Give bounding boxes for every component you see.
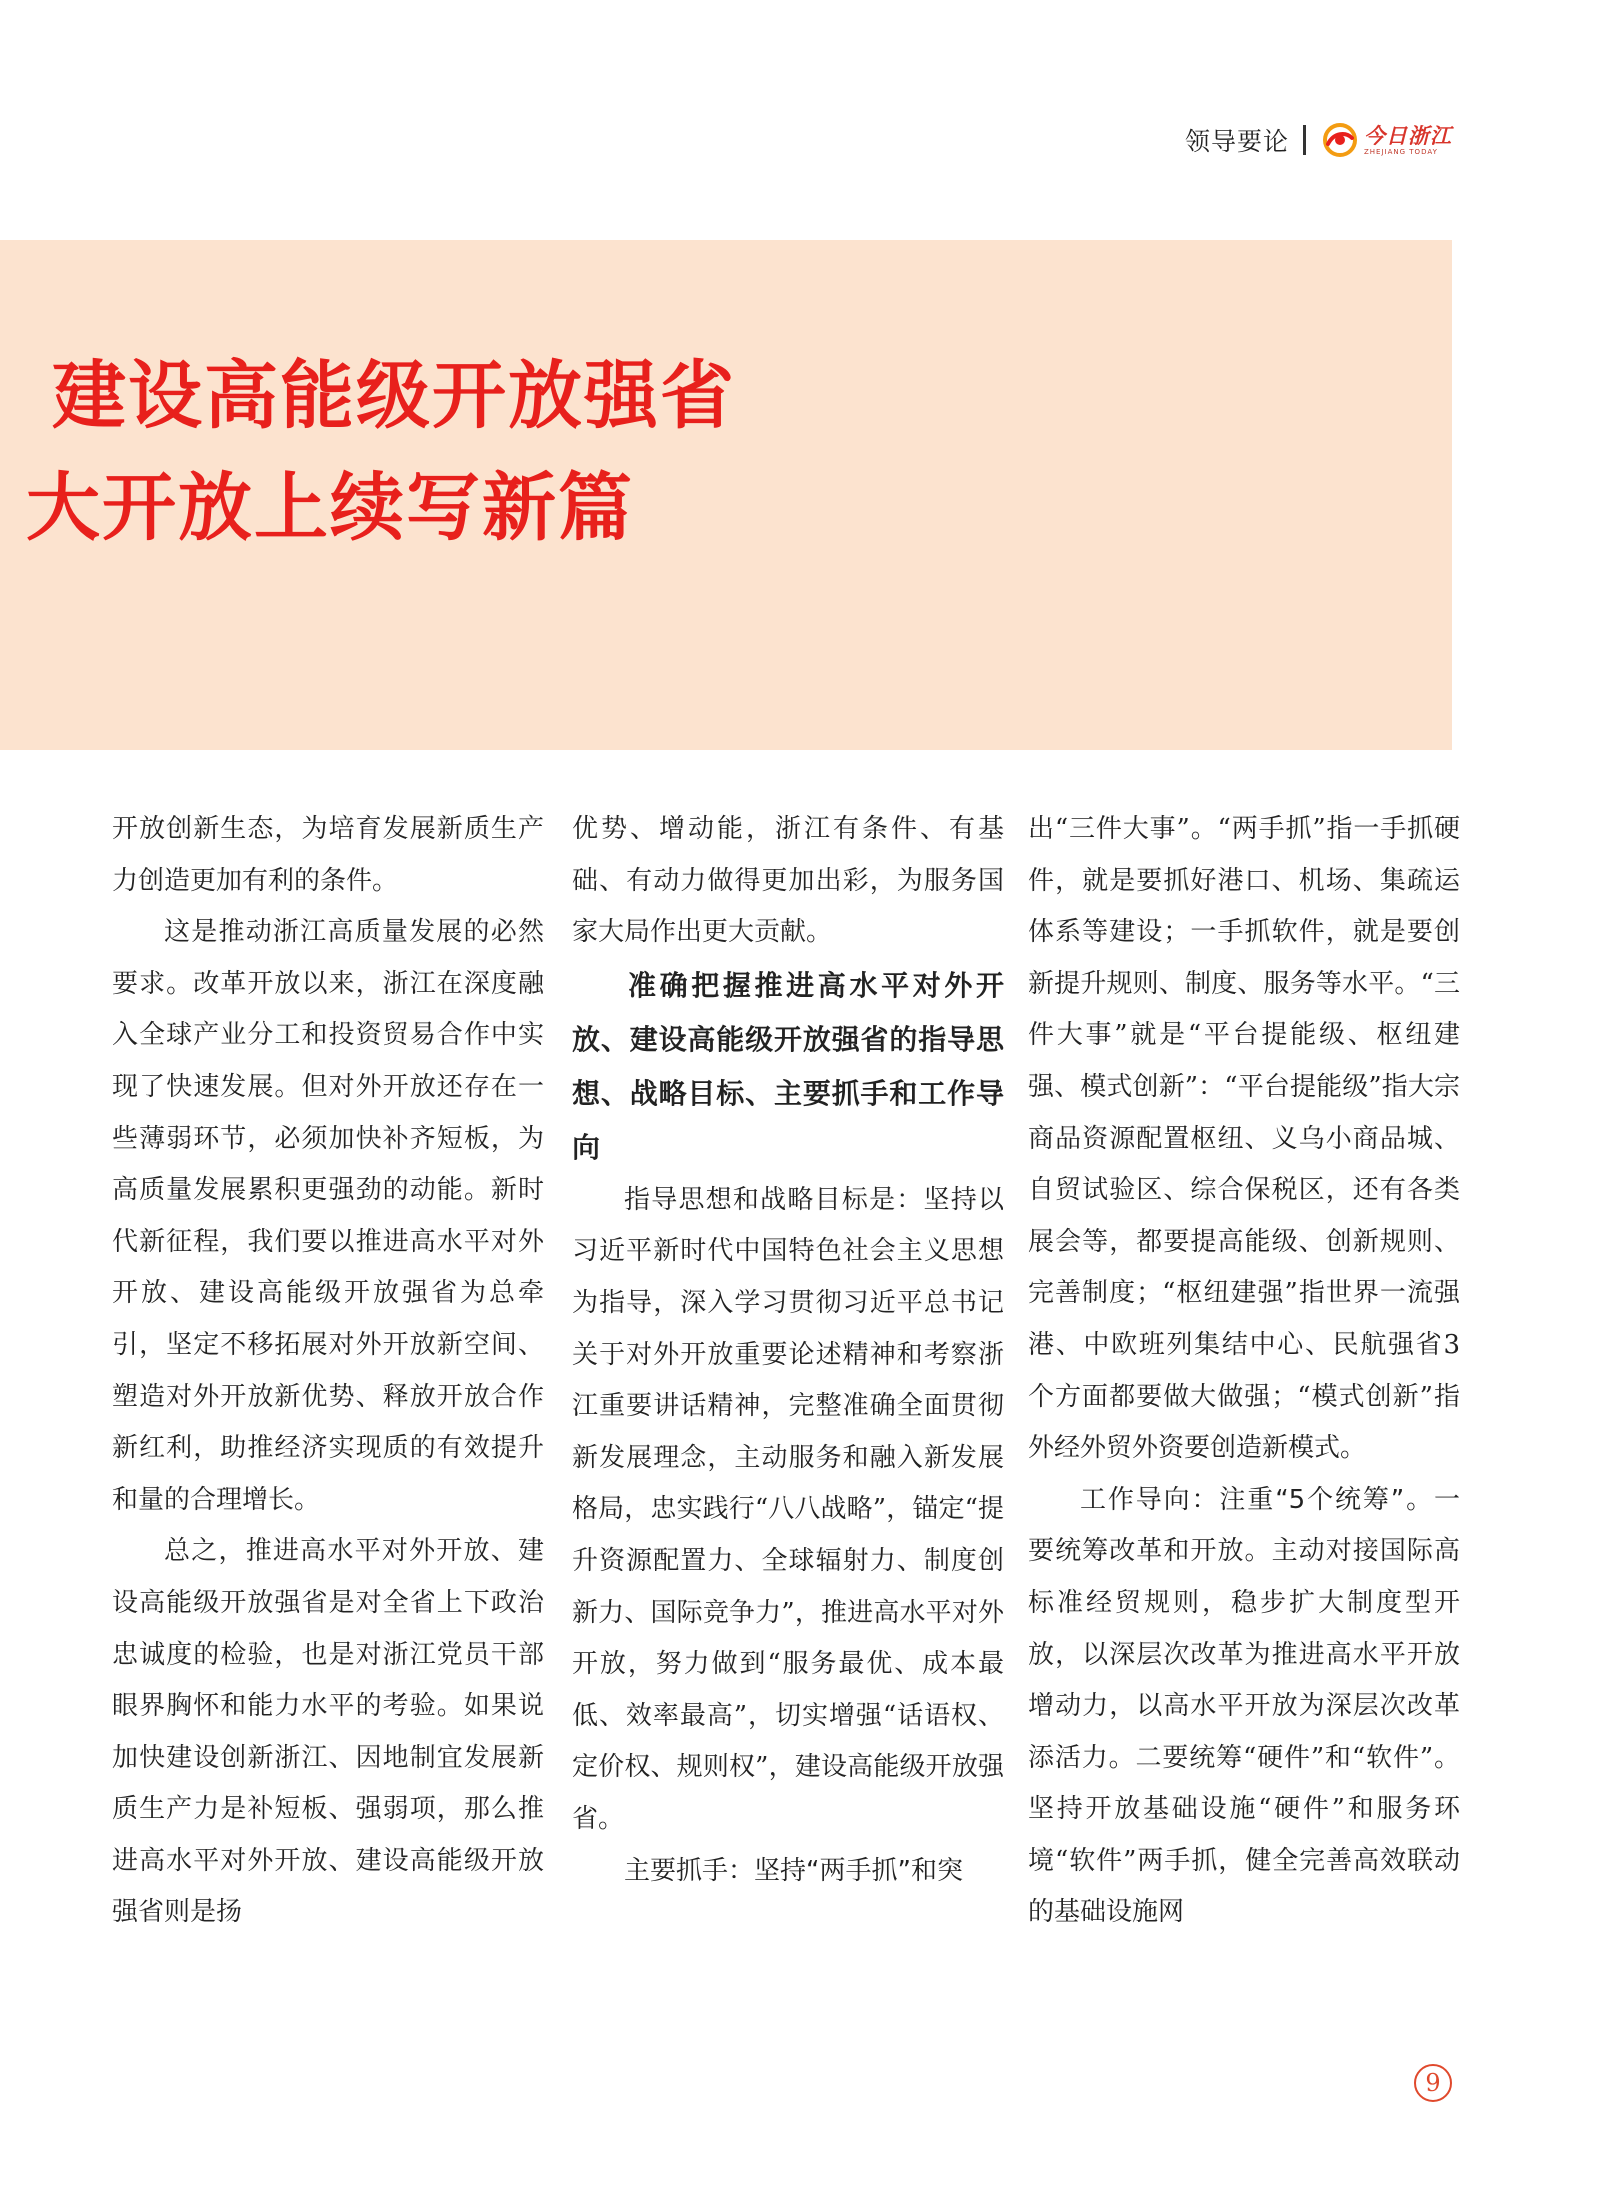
brand-logo-icon [1322,122,1358,158]
paragraph [1028,1475,1460,1939]
paragraph: 优势、增动能，浙江有条件、有基础、有动力做得更加出彩，为服务国家大局作出更大贡献。 [572,814,1004,948]
paragraph-lead: 工作导向：注重“5个统筹”。 [1080,1484,1434,1515]
paragraph: 指导思想和战略目标是：坚持以习近平新时代中国特色社会主义思想为指导，深入学习贯彻习近平总书记关于对外开放重要论述精神和考察浙江重要讲话精神，完整准确全面贯彻新发展理念，主动服务和融入新发展格局，忠实践行“八八战略”，锚定“提升资源配置力、全球辐射力、制度创新力、国际竞争力”，推进高水平对外开放，努力做到“服务最优、成本最低、效率最高”，切实增强“话语权、定价权、规则权”，建设高能级开放强省。 [572,1184,1004,1834]
text-column-2 [572,804,1004,1897]
text-column-1 [112,804,544,1939]
paragraph-lead: 这是推动浙江高质量发展的必然要求。 [112,917,544,999]
title-line-1: 建设高能级开放强省 [52,353,736,439]
section-label: 领导要论 [1184,127,1289,156]
text-column-3 [1028,804,1460,1939]
page-header [1185,118,1452,162]
section-heading: 准确把握推进高水平对外开放、建设高能级开放强省的指导思想、战略目标、主要抓手和工作导向 [572,968,1004,1164]
article-title [26,340,736,564]
brand-logo [1322,122,1452,158]
paragraph: 出“三件大事”。“两手抓”指一手抓硬件，就是要抓好港口、机场、集疏运体系等建设；一手抓软件，就是要创新提升规则、制度、服务等水平。“三件大事”就是“平台提能级、枢纽建强、模式创新”：“平台提能级”指大宗商品资源配置枢纽、义乌小商品城、自贸试验区、综合保税区，还有各类展会等，都要提高能级、创新规则、完善制度；“枢纽建强”指世界一流强港、中欧班列集结中心、民航强省3个方面都要做大做强；“模式创新”指外经外贸外资要创造新模式。 [1028,814,1460,1464]
title-line-2: 大开放上续写新篇 [26,465,634,551]
brand-subtitle: ZHEJIANG TODAY [1364,147,1438,156]
paragraph [112,907,544,1526]
paragraph: 总之，推进高水平对外开放、建设高能级开放强省是对全省上下政治忠诚度的检验，也是对浙江党员干部眼界胸怀和能力水平的考验。如果说加快建设创新浙江、因地制宜发展新质生产力是补短板、强弱项，那么推进高水平对外开放、建设高能级开放强省则是扬 [112,1536,544,1928]
paragraph-body: 一要统筹改革和开放。主动对接国际高标准经贸规则，稳步扩大制度型开放，以深层次改革为推进高水平开放增动力，以高水平开放为深层次改革添活力。二要统筹“硬件”和“软件”。坚持开放基础设施“硬件”和服务环境“软件”两手抓，健全完善高效联动的基础设施网 [1028,1484,1460,1928]
paragraph-lead: 主要抓手：坚持“两手抓”和突 [624,1855,963,1886]
brand-text [1364,122,1452,156]
paragraph: 开放创新生态，为培育发展新质生产力创造更加有利的条件。 [112,814,544,896]
header-divider [1303,125,1306,155]
paragraph-body: 改革开放以来，浙江在深度融入全球产业分工和投资贸易合作中实现了快速发展。但对外开放还存在一些薄弱环节，必须加快补齐短板，为高质量发展累积更强劲的动能。新时代新征程，我们要以推进高水平对外开放、建设高能级开放强省为总牵引，坚定不移拓展对外开放新空间、塑造对外开放新优势、释放开放合作新红利，助推经济实现质的有效提升和量的合理增长。 [112,968,544,1515]
page-number: 9 [1414,2064,1452,2102]
brand-name: 今日浙江 [1364,122,1452,148]
